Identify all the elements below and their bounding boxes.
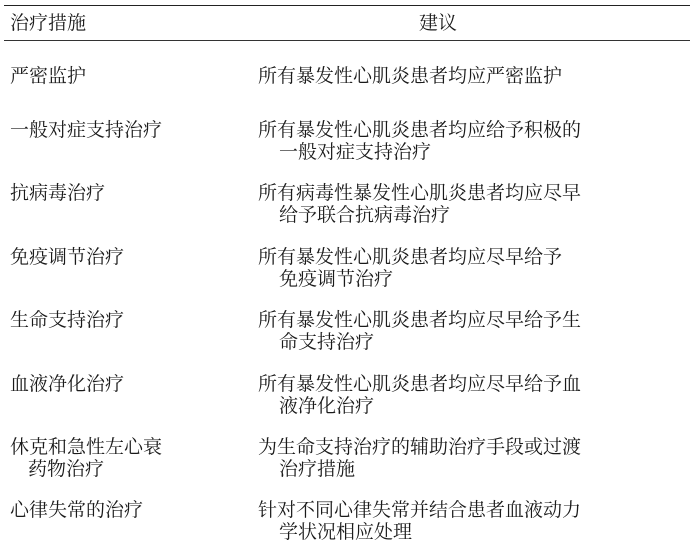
advice-line: 治疗措施 <box>279 458 356 480</box>
advice-line: 所有暴发性心肌炎患者均应尽早给予 <box>258 246 563 268</box>
header-advice: 建议 <box>419 12 458 34</box>
row-advice <box>258 182 678 226</box>
row-advice <box>258 499 678 543</box>
row-advice <box>258 309 678 353</box>
advice-line: 所有暴发性心肌炎患者均应严密监护 <box>258 65 563 87</box>
row-measure <box>10 119 230 141</box>
row-advice <box>258 119 678 163</box>
row-measure <box>10 65 230 87</box>
advice-line: 免疫调节治疗 <box>279 268 394 290</box>
row-measure <box>10 309 230 331</box>
advice-line: 为生命支持治疗的辅助治疗手段或过渡 <box>258 436 582 458</box>
advice-line: 针对不同心律失常并结合患者血液动力 <box>258 499 582 521</box>
advice-line: 液净化治疗 <box>279 395 375 417</box>
header-measure: 治疗措施 <box>10 12 87 34</box>
measure-line: 心律失常的治疗 <box>10 499 144 521</box>
row-measure <box>10 246 230 268</box>
row-advice <box>258 246 678 290</box>
advice-line: 所有暴发性心肌炎患者均应尽早给予生 <box>258 309 582 331</box>
row-measure <box>10 436 230 480</box>
measure-line: 药物治疗 <box>28 458 105 480</box>
row-advice <box>258 436 678 480</box>
treatment-table <box>4 5 690 555</box>
row-measure <box>10 499 230 521</box>
row-advice <box>258 373 678 417</box>
measure-line: 严密监护 <box>10 65 87 87</box>
advice-line: 所有暴发性心肌炎患者均应尽早给予血 <box>258 373 582 395</box>
advice-line: 命支持治疗 <box>279 331 375 353</box>
measure-line: 抗病毒治疗 <box>10 182 106 204</box>
advice-line: 所有暴发性心肌炎患者均应给予积极的 <box>258 119 582 141</box>
measure-line: 生命支持治疗 <box>10 309 125 331</box>
measure-line: 免疫调节治疗 <box>10 246 125 268</box>
table-header <box>4 6 690 40</box>
measure-line: 休克和急性左心衰 <box>10 436 163 458</box>
measure-line: 血液净化治疗 <box>10 373 125 395</box>
row-measure <box>10 373 230 395</box>
table-body <box>4 41 690 555</box>
measure-line: 一般对症支持治疗 <box>10 119 163 141</box>
row-advice <box>258 65 678 87</box>
advice-line: 学状况相应处理 <box>279 521 413 543</box>
advice-line: 所有病毒性暴发性心肌炎患者均应尽早 <box>258 182 582 204</box>
advice-line: 给予联合抗病毒治疗 <box>279 204 451 226</box>
advice-line: 一般对症支持治疗 <box>279 141 432 163</box>
row-measure <box>10 182 230 204</box>
